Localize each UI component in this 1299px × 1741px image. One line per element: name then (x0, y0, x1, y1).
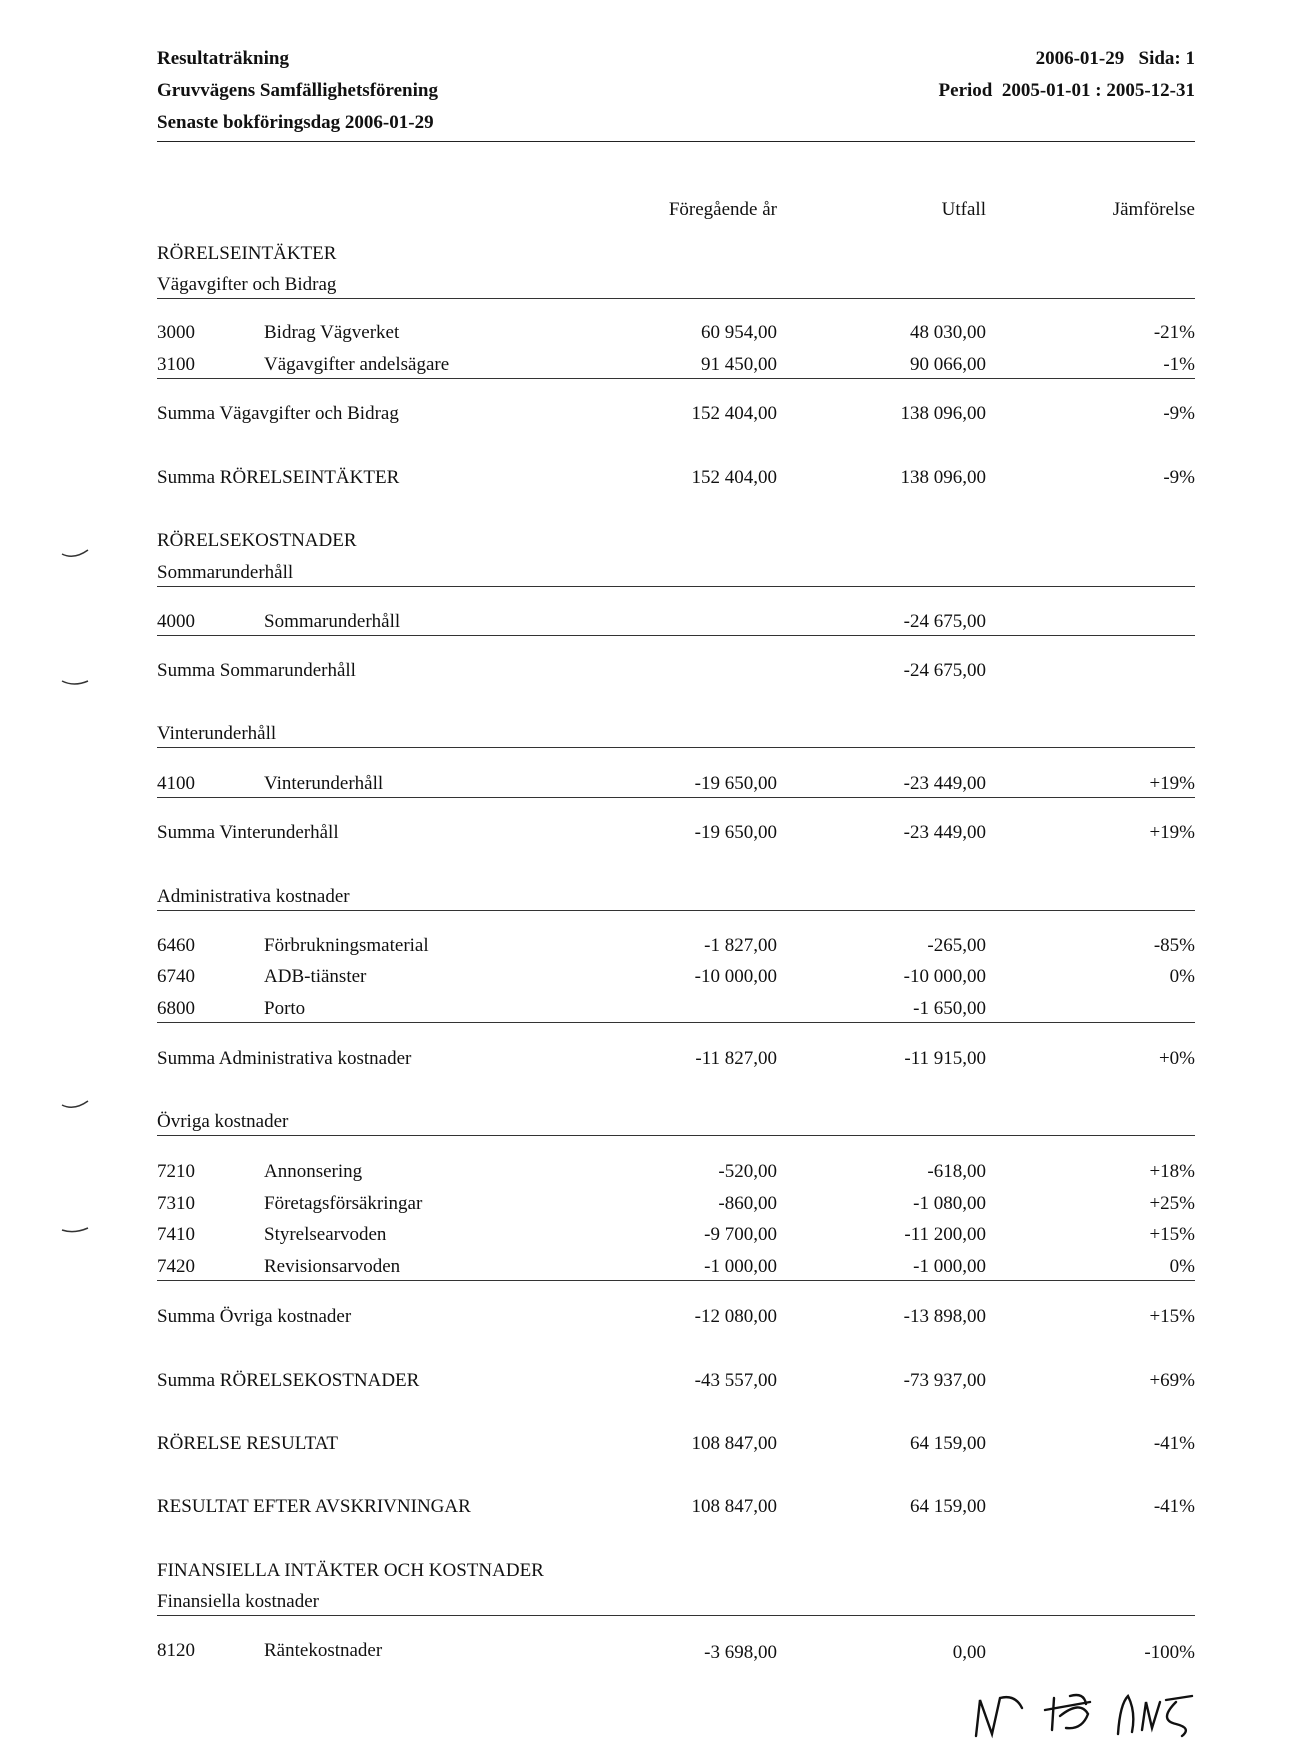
sum-comparison: +19% (1149, 822, 1195, 843)
account-number: 7310 (157, 1193, 195, 1214)
sum-comparison: +0% (1158, 1048, 1195, 1069)
period: Period 2005-01-01 : 2005-12-31 (938, 80, 1195, 101)
comparison-percent: +18% (1149, 1161, 1195, 1182)
group-title-road-fees: Vägavgifter och Bidrag (157, 274, 337, 295)
result-after-depreciation-label: RESULTAT EFTER AVSKRIVNINGAR (157, 1496, 471, 1517)
rows-divider (157, 797, 1195, 798)
rows-divider (157, 1022, 1195, 1023)
report-title: Resultaträkning (157, 48, 289, 69)
account-name: Förbrukningsmaterial (264, 935, 429, 956)
amount-previous-year: -520,00 (718, 1161, 777, 1182)
group-title-admin: Administrativa kostnader (157, 886, 350, 907)
rows-divider (157, 1280, 1195, 1281)
section-sum-label: Summa RÖRELSEKOSTNADER (157, 1370, 420, 1391)
handwritten-initials-signature (970, 1690, 1215, 1740)
margin-mark (60, 548, 90, 560)
amount-previous-year: -10 000,00 (694, 966, 777, 987)
account-name: Annonsering (264, 1161, 363, 1182)
account-name: Företagsförsäkringar (264, 1193, 423, 1214)
account-number: 6740 (157, 966, 195, 987)
column-header-previous-year: Föregående år (668, 199, 777, 220)
comparison-percent: 0% (1169, 1256, 1195, 1277)
sum-previous-year: -11 827,00 (695, 1048, 777, 1069)
group-divider (157, 298, 1195, 299)
section-sum-label: Summa RÖRELSEINTÄKTER (157, 467, 400, 488)
account-name: Bidrag Vägverket (264, 322, 400, 343)
amount-outcome: -265,00 (927, 935, 986, 956)
column-header-comparison: Jämförelse (1112, 199, 1195, 220)
result-previous-year: 108 847,00 (691, 1433, 777, 1454)
sum-outcome: 138 096,00 (900, 403, 986, 424)
rows-divider (157, 635, 1195, 636)
group-divider (157, 1615, 1195, 1616)
account-name: Vinterunderhåll (264, 773, 384, 794)
account-number: 7420 (157, 1256, 195, 1277)
account-name: Porto (264, 998, 306, 1019)
section-title-costs: RÖRELSEKOSTNADER (157, 530, 357, 551)
amount-outcome: -1 000,00 (913, 1256, 986, 1277)
account-name: Styrelsearvoden (264, 1224, 387, 1245)
group-divider (157, 747, 1195, 748)
amount-outcome: 90 066,00 (910, 354, 986, 375)
account-number: 7210 (157, 1161, 195, 1182)
column-header-outcome: Utfall (941, 199, 986, 220)
sum-previous-year: 152 404,00 (691, 467, 777, 488)
sum-previous-year: -19 650,00 (694, 822, 777, 843)
operating-result-label: RÖRELSE RESULTAT (157, 1433, 338, 1454)
group-sum-label: Summa Vinterunderhåll (157, 822, 339, 843)
comparison-percent: +15% (1149, 1224, 1195, 1245)
sum-previous-year: 152 404,00 (691, 403, 777, 424)
sum-outcome: -11 915,00 (904, 1048, 986, 1069)
result-outcome: 64 159,00 (910, 1433, 986, 1454)
section-title-revenue: RÖRELSEINTÄKTER (157, 243, 337, 264)
sum-outcome: -13 898,00 (903, 1306, 986, 1327)
date-and-page: 2006-01-29 Sida: 1 (1035, 48, 1195, 69)
comparison-percent: +25% (1149, 1193, 1195, 1214)
account-name: Vägavgifter andelsägare (264, 354, 450, 375)
amount-previous-year: -1 827,00 (704, 935, 777, 956)
comparison-percent: -21% (1153, 322, 1195, 343)
amount-previous-year: -19 650,00 (694, 773, 777, 794)
account-number: 6800 (157, 998, 195, 1019)
organization-name: Gruvvägens Samfällighetsförening (157, 80, 438, 101)
comparison-percent: -100% (1144, 1642, 1195, 1663)
amount-outcome: -618,00 (927, 1161, 986, 1182)
account-number: 4100 (157, 773, 195, 794)
account-name: ADB-tiänster (264, 966, 367, 987)
group-sum-label: Summa Administrativa kostnader (157, 1048, 412, 1069)
result-outcome: 64 159,00 (910, 1496, 986, 1517)
sum-comparison: -9% (1163, 467, 1195, 488)
comparison-percent: -85% (1153, 935, 1195, 956)
amount-outcome: 48 030,00 (910, 322, 986, 343)
amount-outcome: -10 000,00 (903, 966, 986, 987)
header-divider (157, 141, 1195, 142)
section-title-financial: FINANSIELLA INTÄKTER OCH KOSTNADER (157, 1560, 544, 1581)
account-name: Räntekostnader (264, 1640, 383, 1661)
group-sum-label: Summa Övriga kostnader (157, 1306, 352, 1327)
group-divider (157, 1135, 1195, 1136)
amount-previous-year: -860,00 (718, 1193, 777, 1214)
amount-outcome: -24 675,00 (903, 611, 986, 632)
amount-previous-year: -3 698,00 (704, 1642, 777, 1663)
amount-previous-year: 60 954,00 (701, 322, 777, 343)
margin-mark (60, 677, 90, 689)
sum-outcome: -24 675,00 (903, 660, 986, 681)
margin-mark (60, 1224, 90, 1236)
group-title-summer: Sommarunderhåll (157, 562, 294, 583)
amount-outcome: -1 650,00 (913, 998, 986, 1019)
result-previous-year: 108 847,00 (691, 1496, 777, 1517)
amount-outcome: -23 449,00 (903, 773, 986, 794)
comparison-percent: +19% (1149, 773, 1195, 794)
amount-previous-year: -1 000,00 (704, 1256, 777, 1277)
last-booking-date: Senaste bokföringsdag 2006-01-29 (157, 112, 434, 133)
group-title-other: Övriga kostnader (157, 1111, 289, 1132)
amount-outcome: 0,00 (952, 1642, 986, 1663)
sum-outcome: 138 096,00 (900, 467, 986, 488)
comparison-percent: -1% (1163, 354, 1195, 375)
account-number: 7410 (157, 1224, 195, 1245)
sum-previous-year: -12 080,00 (694, 1306, 777, 1327)
group-divider (157, 910, 1195, 911)
sum-outcome: -73 937,00 (903, 1370, 986, 1391)
sum-comparison: -9% (1163, 403, 1195, 424)
group-title-financial-costs: Finansiella kostnader (157, 1591, 319, 1612)
sum-comparison: +69% (1149, 1370, 1195, 1391)
amount-previous-year: 91 450,00 (701, 354, 777, 375)
sum-previous-year: -43 557,00 (694, 1370, 777, 1391)
group-title-winter: Vinterunderhåll (157, 723, 277, 744)
group-sum-label: Summa Vägavgifter och Bidrag (157, 403, 399, 424)
account-number: 6460 (157, 935, 195, 956)
result-comparison: -41% (1153, 1496, 1195, 1517)
comparison-percent: 0% (1169, 966, 1195, 987)
account-number: 3100 (157, 354, 195, 375)
rows-divider (157, 378, 1195, 379)
amount-previous-year: -9 700,00 (704, 1224, 777, 1245)
margin-mark (60, 1099, 90, 1111)
account-name: Sommarunderhåll (264, 611, 401, 632)
group-sum-label: Summa Sommarunderhåll (157, 660, 356, 681)
sum-outcome: -23 449,00 (903, 822, 986, 843)
sum-comparison: +15% (1149, 1306, 1195, 1327)
result-comparison: -41% (1153, 1433, 1195, 1454)
account-name: Revisionsarvoden (264, 1256, 401, 1277)
account-number: 4000 (157, 611, 195, 632)
amount-outcome: -11 200,00 (904, 1224, 986, 1245)
group-divider (157, 586, 1195, 587)
account-number: 3000 (157, 322, 195, 343)
account-number: 8120 (157, 1640, 195, 1661)
amount-outcome: -1 080,00 (913, 1193, 986, 1214)
